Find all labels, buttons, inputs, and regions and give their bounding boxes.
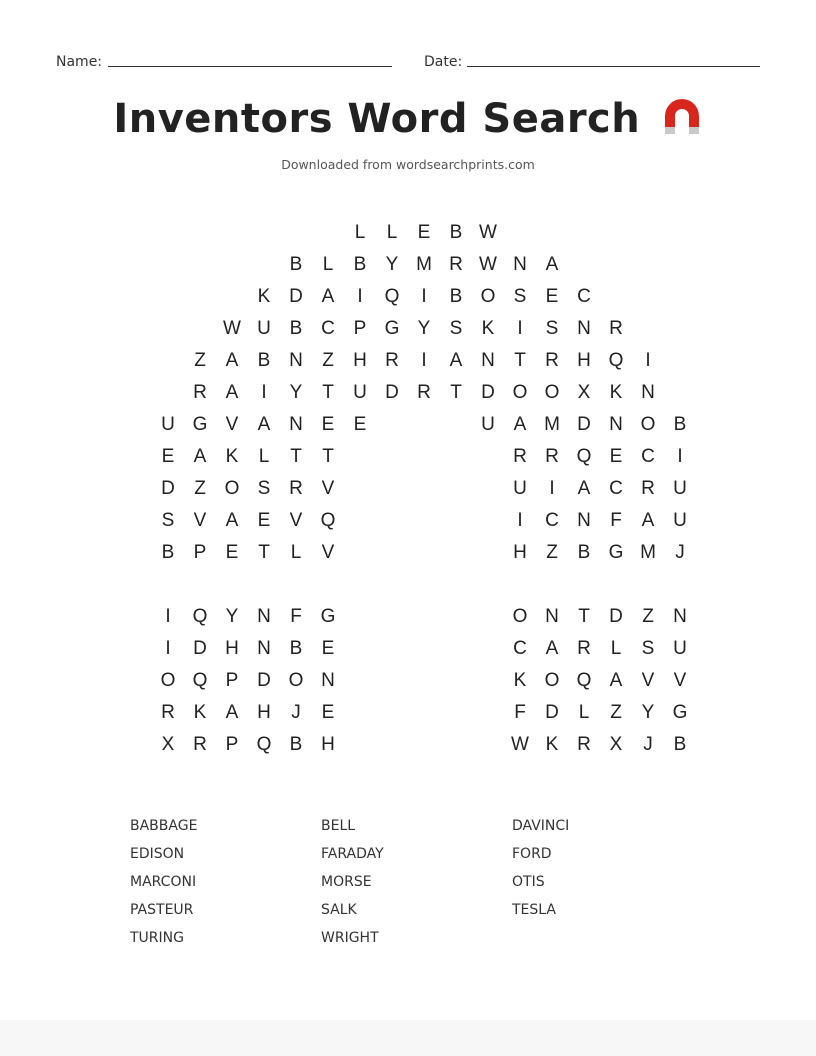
grid-letter: I: [421, 350, 427, 371]
grid-letter: N: [577, 510, 591, 531]
grid-letter: I: [165, 606, 171, 627]
grid-letter: N: [673, 606, 687, 627]
grid-letter: B: [257, 350, 271, 371]
grid-letter: C: [609, 478, 623, 499]
grid-letter: P: [225, 670, 239, 691]
grid-letter: V: [673, 670, 687, 691]
grid-letter: T: [258, 542, 270, 563]
grid-letter: B: [449, 222, 463, 243]
grid-letter: Z: [642, 606, 654, 627]
grid-letter: E: [609, 446, 623, 467]
word-list-item: TURING: [130, 930, 184, 946]
word-list-item: MARCONI: [130, 874, 197, 890]
grid-letter: Q: [256, 734, 272, 755]
grid-letter: E: [321, 638, 335, 659]
grid-letter: E: [545, 286, 559, 307]
grid-letter: O: [544, 670, 560, 691]
grid-letter: H: [321, 734, 335, 755]
grid-letter: R: [545, 350, 559, 371]
grid-letter: Q: [576, 670, 592, 691]
grid-letter: W: [479, 222, 497, 243]
grid-letter: I: [645, 350, 651, 371]
grid-letter: N: [257, 606, 271, 627]
grid-letter: Y: [289, 382, 303, 403]
grid-letter: V: [321, 478, 335, 499]
grid-letter: H: [577, 350, 591, 371]
subtitle: Downloaded from wordsearchprints.com: [281, 157, 535, 172]
grid-letter: R: [577, 638, 591, 659]
grid-letter: V: [289, 510, 303, 531]
grid-letter: L: [290, 542, 302, 563]
grid-letter: K: [545, 734, 559, 755]
grid-letter: Q: [320, 510, 336, 531]
grid-letter: K: [193, 702, 207, 723]
grid-letter: Z: [322, 350, 334, 371]
grid-letter: G: [192, 414, 208, 435]
grid-letter: L: [258, 446, 270, 467]
grid-letter: Y: [417, 318, 431, 339]
grid-letter: P: [193, 542, 207, 563]
grid-letter: Q: [608, 350, 624, 371]
grid-letter: S: [161, 510, 175, 531]
grid-letter: S: [449, 318, 463, 339]
grid-letter: L: [354, 222, 366, 243]
grid-letter: O: [544, 382, 560, 403]
grid-letter: H: [353, 350, 367, 371]
grid-letter: A: [257, 414, 271, 435]
grid-letter: U: [673, 478, 687, 499]
grid-letter: O: [512, 382, 528, 403]
grid-letter: T: [290, 446, 302, 467]
grid-letter: R: [577, 734, 591, 755]
grid-letter: Y: [385, 254, 399, 275]
grid-letter: N: [641, 382, 655, 403]
grid-letter: U: [513, 478, 527, 499]
word-list-item: MORSE: [321, 874, 372, 890]
grid-letter: Z: [546, 542, 558, 563]
grid-letter: W: [223, 318, 241, 339]
grid-letter: A: [545, 254, 559, 275]
grid-letter: N: [513, 254, 527, 275]
word-list-item: OTIS: [512, 874, 545, 890]
grid-letter: R: [417, 382, 431, 403]
word-list-item: FORD: [512, 846, 552, 862]
grid-letter: N: [289, 414, 303, 435]
grid-letter: Z: [194, 350, 206, 371]
footer-bar: [0, 1020, 816, 1056]
grid-letter: S: [257, 478, 271, 499]
grid-letter: X: [161, 734, 175, 755]
grid-letter: T: [514, 350, 526, 371]
grid-letter: P: [225, 734, 239, 755]
grid-letter: A: [225, 382, 239, 403]
grid-letter: B: [673, 734, 687, 755]
grid-letter: I: [549, 478, 555, 499]
grid-letter: H: [225, 638, 239, 659]
grid-letter: H: [257, 702, 271, 723]
grid-letter: Y: [225, 606, 239, 627]
grid-letter: G: [384, 318, 400, 339]
grid-letter: C: [321, 318, 335, 339]
grid-letter: I: [517, 510, 523, 531]
grid-letter: T: [322, 382, 334, 403]
grid-letter: E: [225, 542, 239, 563]
grid-letter: R: [641, 478, 655, 499]
grid-letter: Q: [192, 670, 208, 691]
grid-letter: L: [322, 254, 334, 275]
page-title: Inventors Word Search: [113, 96, 641, 142]
grid-letter: D: [577, 414, 591, 435]
grid-letter: Z: [194, 478, 206, 499]
grid-letter: W: [511, 734, 529, 755]
grid-letter: R: [513, 446, 527, 467]
grid-letter: U: [673, 510, 687, 531]
grid-letter: X: [577, 382, 591, 403]
grid-letter: I: [357, 286, 363, 307]
grid-letter: F: [290, 606, 302, 627]
grid-letter: B: [289, 318, 303, 339]
grid-letter: A: [321, 286, 335, 307]
grid-letter: O: [512, 606, 528, 627]
word-list-item: FARADAY: [321, 846, 384, 862]
grid-letter: B: [289, 638, 303, 659]
grid-letter: N: [545, 606, 559, 627]
grid-letter: Q: [576, 446, 592, 467]
grid-letter: Q: [384, 286, 400, 307]
grid-letter: N: [289, 350, 303, 371]
grid-letter: A: [609, 670, 623, 691]
grid-letter: A: [193, 446, 207, 467]
grid-letter: R: [193, 734, 207, 755]
grid-letter: G: [672, 702, 688, 723]
grid-letter: D: [385, 382, 399, 403]
grid-letter: E: [417, 222, 431, 243]
grid-letter: E: [353, 414, 367, 435]
grid-letter: A: [225, 350, 239, 371]
grid-letter: B: [673, 414, 687, 435]
word-list-item: BABBAGE: [130, 818, 198, 834]
grid-letter: B: [353, 254, 367, 275]
grid-letter: Q: [192, 606, 208, 627]
grid-letter: F: [610, 510, 622, 531]
grid-letter: K: [481, 318, 495, 339]
grid-letter: A: [449, 350, 463, 371]
grid-letter: D: [481, 382, 495, 403]
grid-letter: F: [514, 702, 526, 723]
grid-letter: H: [513, 542, 527, 563]
grid-letter: L: [386, 222, 398, 243]
grid-letter: O: [224, 478, 240, 499]
grid-letter: K: [257, 286, 271, 307]
grid-letter: V: [225, 414, 239, 435]
grid-letter: I: [517, 318, 523, 339]
grid-letter: V: [321, 542, 335, 563]
grid-letter: D: [161, 478, 175, 499]
word-list-item: PASTEUR: [130, 902, 194, 918]
grid-letter: W: [479, 254, 497, 275]
grid-letter: U: [673, 638, 687, 659]
grid-letter: R: [193, 382, 207, 403]
grid-letter: U: [161, 414, 175, 435]
grid-letter: I: [677, 446, 683, 467]
word-list-item: TESLA: [512, 902, 556, 918]
name-label: Name:: [56, 54, 103, 70]
grid-letter: N: [321, 670, 335, 691]
grid-letter: S: [513, 286, 527, 307]
grid-letter: L: [578, 702, 590, 723]
grid-letter: U: [481, 414, 495, 435]
grid-letter: I: [421, 286, 427, 307]
grid-letter: B: [289, 734, 303, 755]
grid-letter: N: [609, 414, 623, 435]
grid-letter: J: [291, 702, 301, 723]
grid-letter: O: [160, 670, 176, 691]
grid-letter: M: [544, 414, 560, 435]
grid-letter: S: [641, 638, 655, 659]
grid-letter: L: [610, 638, 622, 659]
grid-letter: T: [450, 382, 462, 403]
grid-letter: I: [165, 638, 171, 659]
grid-letter: D: [609, 606, 623, 627]
word-list-item: WRIGHT: [321, 930, 379, 946]
grid-letter: N: [577, 318, 591, 339]
grid-letter: V: [193, 510, 207, 531]
grid-letter: X: [609, 734, 623, 755]
date-label: Date:: [424, 54, 463, 70]
grid-letter: O: [480, 286, 496, 307]
grid-letter: N: [481, 350, 495, 371]
grid-letter: T: [322, 446, 334, 467]
word-list-item: EDISON: [130, 846, 185, 862]
grid-letter: J: [675, 542, 685, 563]
grid-letter: A: [641, 510, 655, 531]
grid-letter: C: [545, 510, 559, 531]
grid-letter: M: [640, 542, 656, 563]
grid-letter: E: [321, 702, 335, 723]
word-list: [130, 818, 730, 958]
grid-letter: K: [225, 446, 239, 467]
grid-letter: R: [545, 446, 559, 467]
grid-letter: E: [161, 446, 175, 467]
grid-letter: C: [577, 286, 591, 307]
word-list-item: BELL: [321, 818, 356, 834]
grid-letter: Y: [641, 702, 655, 723]
grid-letter: G: [608, 542, 624, 563]
grid-letter: B: [289, 254, 303, 275]
grid-letter: T: [578, 606, 590, 627]
grid-letter: K: [513, 670, 527, 691]
grid-letter: D: [193, 638, 207, 659]
grid-letter: J: [643, 734, 653, 755]
grid-letter: I: [261, 382, 267, 403]
grid-letter: R: [161, 702, 175, 723]
grid-letter: A: [545, 638, 559, 659]
grid-letter: R: [385, 350, 399, 371]
grid-letter: C: [641, 446, 655, 467]
grid-letter: S: [545, 318, 559, 339]
grid-letter: B: [161, 542, 175, 563]
grid-letter: O: [640, 414, 656, 435]
grid-letter: A: [225, 510, 239, 531]
grid-letter: A: [577, 478, 591, 499]
grid-letter: B: [449, 286, 463, 307]
grid-letter: U: [353, 382, 367, 403]
grid-letter: R: [449, 254, 463, 275]
word-list-item: DAVINCI: [512, 818, 570, 834]
grid-letter: R: [289, 478, 303, 499]
grid-letter: M: [416, 254, 432, 275]
grid-letter: E: [321, 414, 335, 435]
grid-letter: C: [513, 638, 527, 659]
grid-letter: N: [257, 638, 271, 659]
grid-letter: G: [320, 606, 336, 627]
grid-letter: B: [577, 542, 591, 563]
grid-letter: R: [609, 318, 623, 339]
word-list-item: SALK: [321, 902, 357, 918]
grid-letter: D: [257, 670, 271, 691]
grid-letter: O: [288, 670, 304, 691]
grid-letter: U: [257, 318, 271, 339]
grid-letter: E: [257, 510, 271, 531]
grid-letter: Z: [610, 702, 622, 723]
grid-letter: D: [289, 286, 303, 307]
grid-letter: P: [353, 318, 367, 339]
grid-letter: K: [609, 382, 623, 403]
grid-letter: V: [641, 670, 655, 691]
grid-letter: D: [545, 702, 559, 723]
grid-letter: A: [225, 702, 239, 723]
grid-letter: A: [513, 414, 527, 435]
